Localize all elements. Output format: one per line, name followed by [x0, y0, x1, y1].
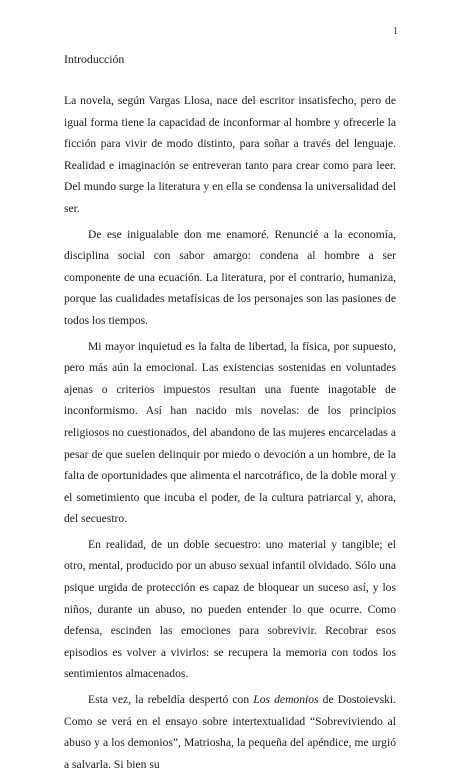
paragraph-5-start: Esta vez, la rebeldía despertó con [88, 693, 254, 707]
paragraph-1: La novela, según Vargas Llosa, nace del escritor insatisfecho, pero de igual forma tiene la capacidad de inconformar al hombre y ofrecerle la ficción para vivir de modo distinto, para soñar a través del lenguaje. Realidad e imaginación se entreveran tanto para crear como para leer. Del mundo surge la literatura y en ella se condensa la universalidad del ser. [64, 94, 396, 215]
paragraph-2: De ese inigualable don me enamoré. Renuncié a la economía, disciplina social con sabor amargo: condena al hombre a ser componente de una ecuación. La literatura, por el contrario, humaniza, porque las cualidades metafísicas de los personajes son las pasiones de todos los tiempos. [64, 227, 396, 327]
page-number: 1 [393, 26, 398, 37]
paragraph-5-end: de Dostoievski. Como se verá en el ensayo sobre intertextualidad “Sobreviviendo al abuso y a los demonios”, Matriosha, la pequeña del apéndice, me urgió a salvarla. Si bien su [64, 693, 396, 771]
book-title: Los demonios [253, 693, 319, 707]
paragraph-3: Mi mayor inquietud es la falta de libertad, la física, por supuesto, pero más aún la emocional. Las existencias sostenidas en voluntades ajenas o criterios impuestos resultan una fuente inagotable de inconformismo. Así han nacido mis novelas: de los principios religiosos no cuestionados, del abandono de las mujeres encarceladas a pesar de que suelen delinquir por miedo o devoción a un hombre, de la falta de oportunidades que alimenta el narcotráfico, de la doble moral y el sometimiento que incuba el poder, de la cultura patriarcal y, ahora, del secuestro. [64, 339, 396, 526]
body-text [64, 90, 396, 779]
paragraph-4: En realidad, de un doble secuestro: uno material y tangible; el otro, mental, producido por un abuso sexual infantil olvidado. Sólo una psique urgida de protección es capaz de bloquear un suceso así, y los niños, durante un abuso, no pueden entender lo que ocurre. Como defensa, escinden las emociones para sobrevivir. Recobrar esos episodios es volver a vivirlos: se recupera la memoria con todos los sentimientos almacenados. [64, 537, 396, 681]
paragraph-5 [64, 689, 396, 775]
section-heading: Introducción [64, 52, 125, 66]
